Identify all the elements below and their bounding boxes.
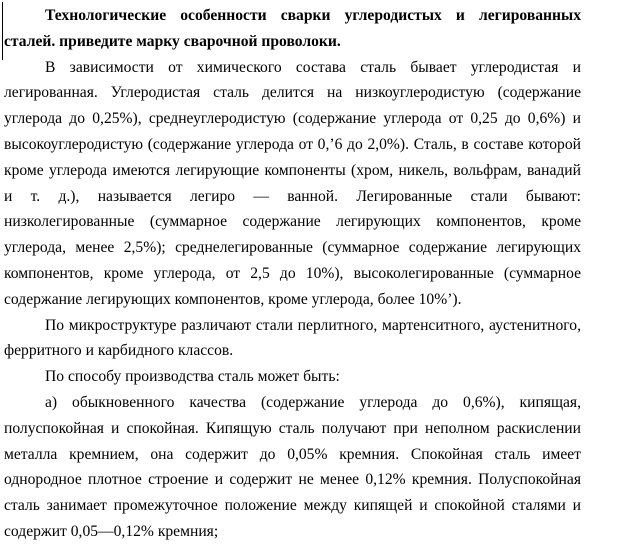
text-cursor (2, 2, 3, 60)
section-title: Технологические особенности сварки углеродистых и легированных сталей. приведите марку сварочной проволоки. (4, 7, 581, 50)
paragraph-microstructure: По микроструктуре различают стали перлитного, мартенситного, аустенитного, ферритного и карбидного классов. (4, 316, 581, 360)
paragraph-production-method: По способу производства сталь может быть: (45, 368, 340, 386)
paragraph-ordinary-quality: а) обыкновенного качества (содержание углерода до 0,6%), кипящая, полуспокойная и спокойная. Кипящую сталь получают при неполном раскислении металла кремнием, она содержит до 0,05% кремния. Спокойная сталь имеет однородное плотное строение и содержит не менее 0,12% кремния. Полуспокойная сталь занимает промежуточное положение между кипящей и спокойной сталями и содержит 0,05—0,12% кремния; (4, 393, 581, 540)
document-body (4, 3, 581, 545)
paragraph-carbon-steel: В зависимости от химического состава сталь бывает углеродистая и легированная. Углеродистая сталь делится на низкоуглеродистую (содержание углерода до 0,25%), среднеуглеродистую (содержание углерода от 0,25 до 0,6%) и высокоуглеродистую (содержание углерода от 0,’6 до 2,0%). Сталь, в составе которой кроме углерода имеются легирующие компоненты (хром, никель, вольфрам, ванадий и т. д.), называется легиро — ванной. Легированные стали бывают: низколегированные (суммарное содержание легирующих компонентов, кроме углерода, менее 2,5%); среднелегированные (суммарное содержание легирующих компонентов, кроме углерода, от 2,5 до 10%), высоколегированные (суммарное содержание легирующих компонентов, кроме углерода, более 10%’). (4, 58, 581, 308)
